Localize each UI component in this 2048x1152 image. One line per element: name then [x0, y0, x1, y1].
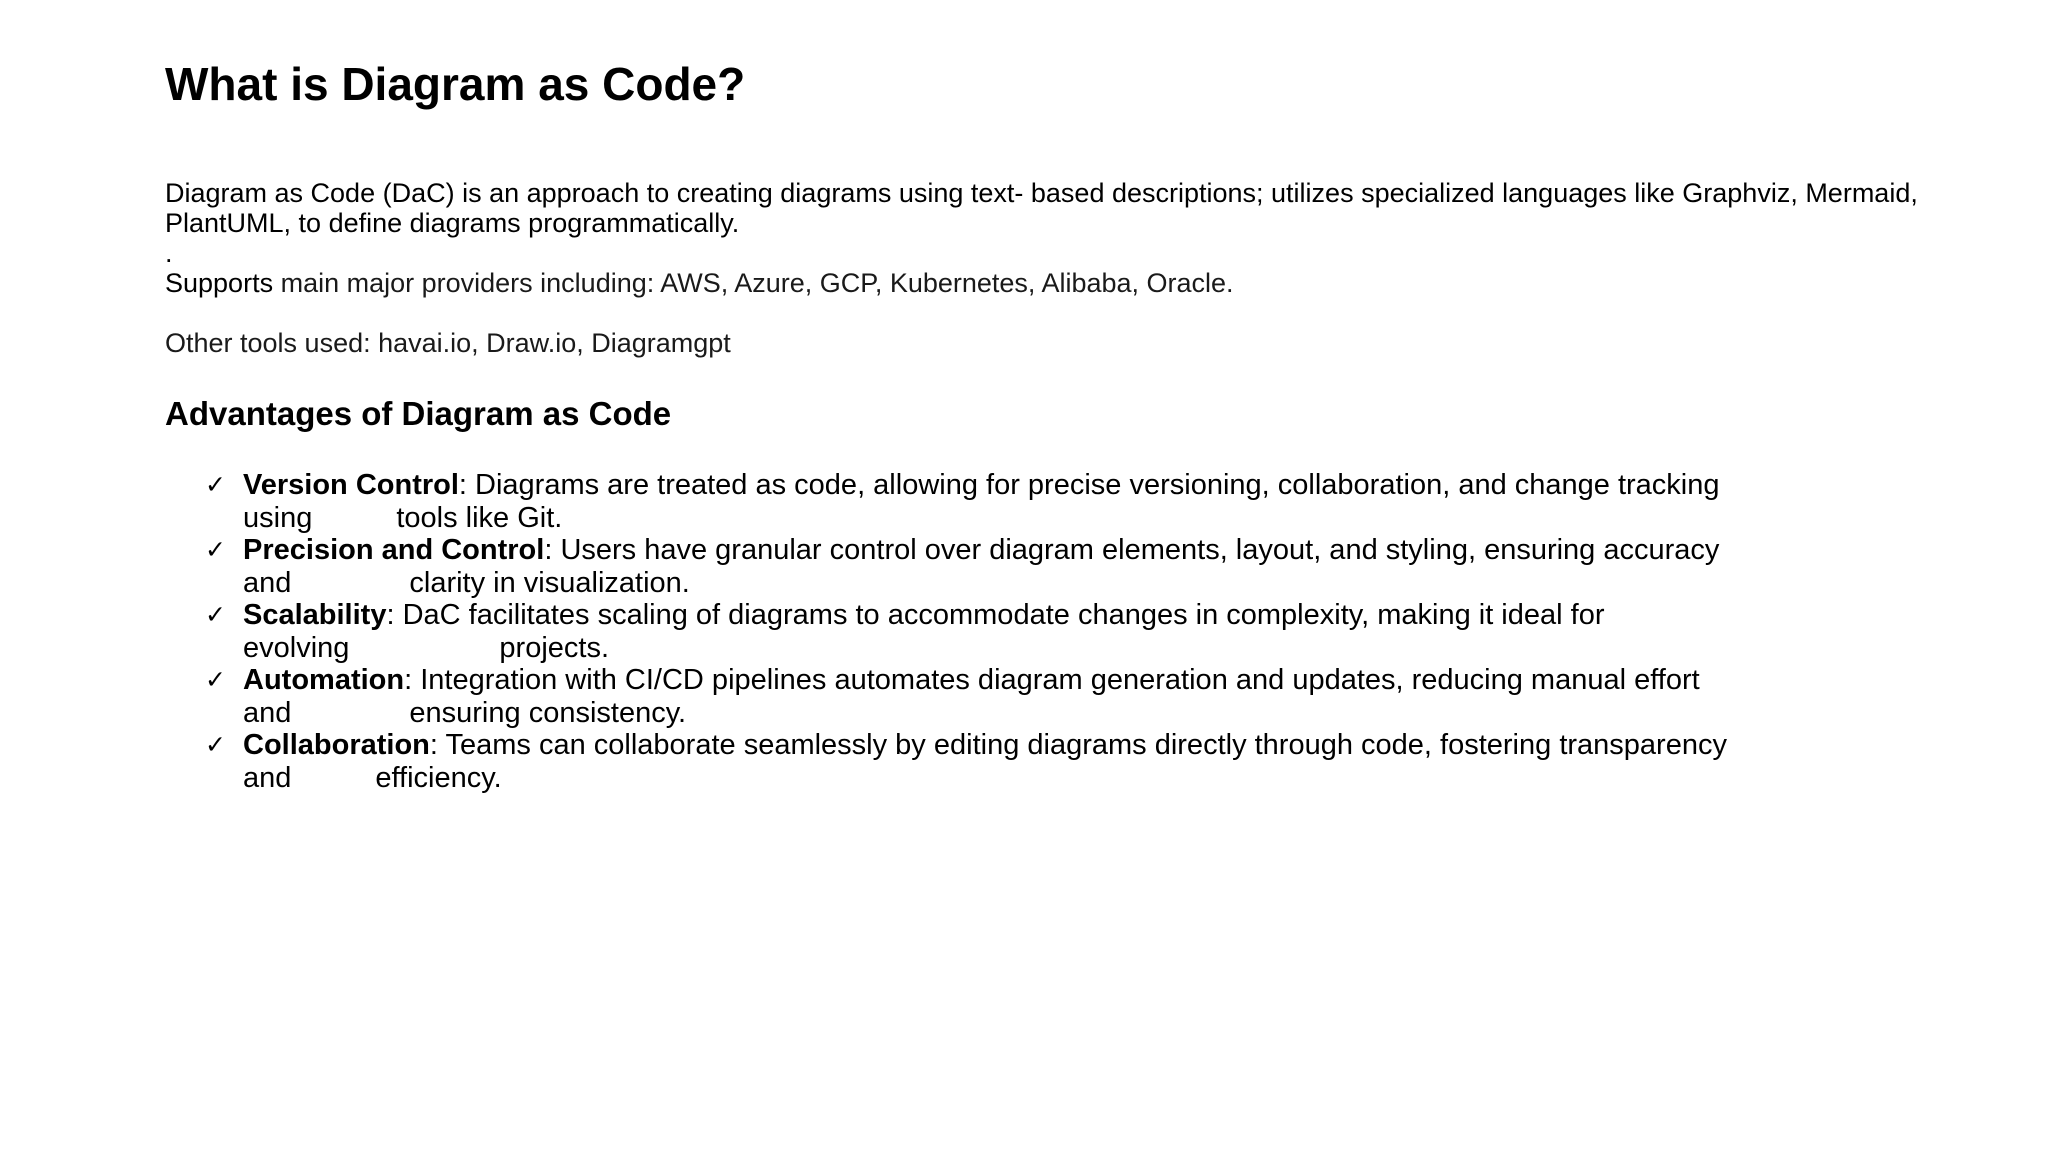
- advantage-continuation: ensuring consistency.: [409, 696, 687, 729]
- advantage-item-collaboration: [165, 729, 1727, 794]
- advantage-continuation-word: using: [243, 501, 313, 534]
- advantage-line: [243, 664, 1727, 697]
- supports-lead: Supports: [165, 268, 274, 298]
- advantage-continuation-word: evolving: [243, 631, 350, 664]
- checkmark-icon: ✓: [205, 665, 226, 694]
- advantage-continuation-word: and: [243, 761, 292, 794]
- advantage-term: Scalability: [243, 599, 387, 631]
- slide-title: What is Diagram as Code?: [165, 58, 746, 110]
- advantages-list: [165, 469, 1727, 794]
- supports-line: [165, 268, 1234, 298]
- advantage-item-automation: [165, 664, 1727, 729]
- advantage-line: [243, 567, 1727, 600]
- advantage-continuation-word: and: [243, 566, 292, 599]
- advantage-item-version-control: [165, 469, 1727, 534]
- intro-line: Diagram as Code (DaC) is an approach to creating diagrams using text- based descriptions; utilizes specialized languages like Graphviz, Mermaid,: [165, 178, 1918, 208]
- advantage-description: : Integration with CI/CD pipelines automates diagram generation and updates, reducing manual effort: [404, 664, 1700, 696]
- advantage-continuation: tools like Git.: [396, 501, 563, 534]
- checkmark-icon: ✓: [205, 470, 226, 499]
- checkmark-icon: ✓: [205, 730, 226, 759]
- advantage-item-scalability: [165, 599, 1727, 664]
- advantage-description: : Users have granular control over diagram elements, layout, and styling, ensuring accuracy: [544, 534, 1720, 566]
- intro-paragraph: [165, 178, 2005, 268]
- advantage-line: [243, 729, 1727, 762]
- advantage-line: [243, 469, 1727, 502]
- advantage-term: Collaboration: [243, 729, 430, 761]
- advantage-line: [243, 762, 1727, 795]
- advantage-item-precision-and-control: [165, 534, 1727, 599]
- advantage-line: [243, 534, 1727, 567]
- checkmark-icon: ✓: [205, 600, 226, 629]
- advantage-description: : Teams can collaborate seamlessly by editing diagrams directly through code, fostering transparency: [429, 729, 1727, 761]
- advantage-line: [243, 599, 1727, 632]
- advantage-continuation-word: and: [243, 696, 292, 729]
- other-tools-line: Other tools used: havai.io, Draw.io, Diagramgpt: [165, 328, 731, 358]
- advantage-line: [243, 632, 1727, 665]
- advantage-continuation: projects.: [499, 631, 610, 664]
- advantage-continuation: clarity in visualization.: [409, 566, 690, 599]
- intro-dot: .: [165, 238, 173, 268]
- intro-line: PlantUML, to define diagrams programmatically.: [165, 208, 740, 238]
- checkmark-icon: ✓: [205, 535, 226, 564]
- supports-rest: main major providers including: AWS, Azure, GCP, Kubernetes, Alibaba, Oracle.: [273, 268, 1234, 298]
- advantage-description: : Diagrams are treated as code, allowing for precise versioning, collaboration, and change tracking: [458, 469, 1720, 501]
- advantage-line: [243, 697, 1727, 730]
- advantage-line: [243, 502, 1727, 535]
- advantage-term: Automation: [243, 664, 405, 696]
- advantage-continuation: efficiency.: [375, 761, 502, 794]
- advantages-heading: Advantages of Diagram as Code: [165, 395, 672, 432]
- advantage-term: Version Control: [243, 469, 459, 501]
- advantage-description: : DaC facilitates scaling of diagrams to accommodate changes in complexity, making it ideal for: [386, 599, 1605, 631]
- advantage-term: Precision and Control: [243, 534, 545, 566]
